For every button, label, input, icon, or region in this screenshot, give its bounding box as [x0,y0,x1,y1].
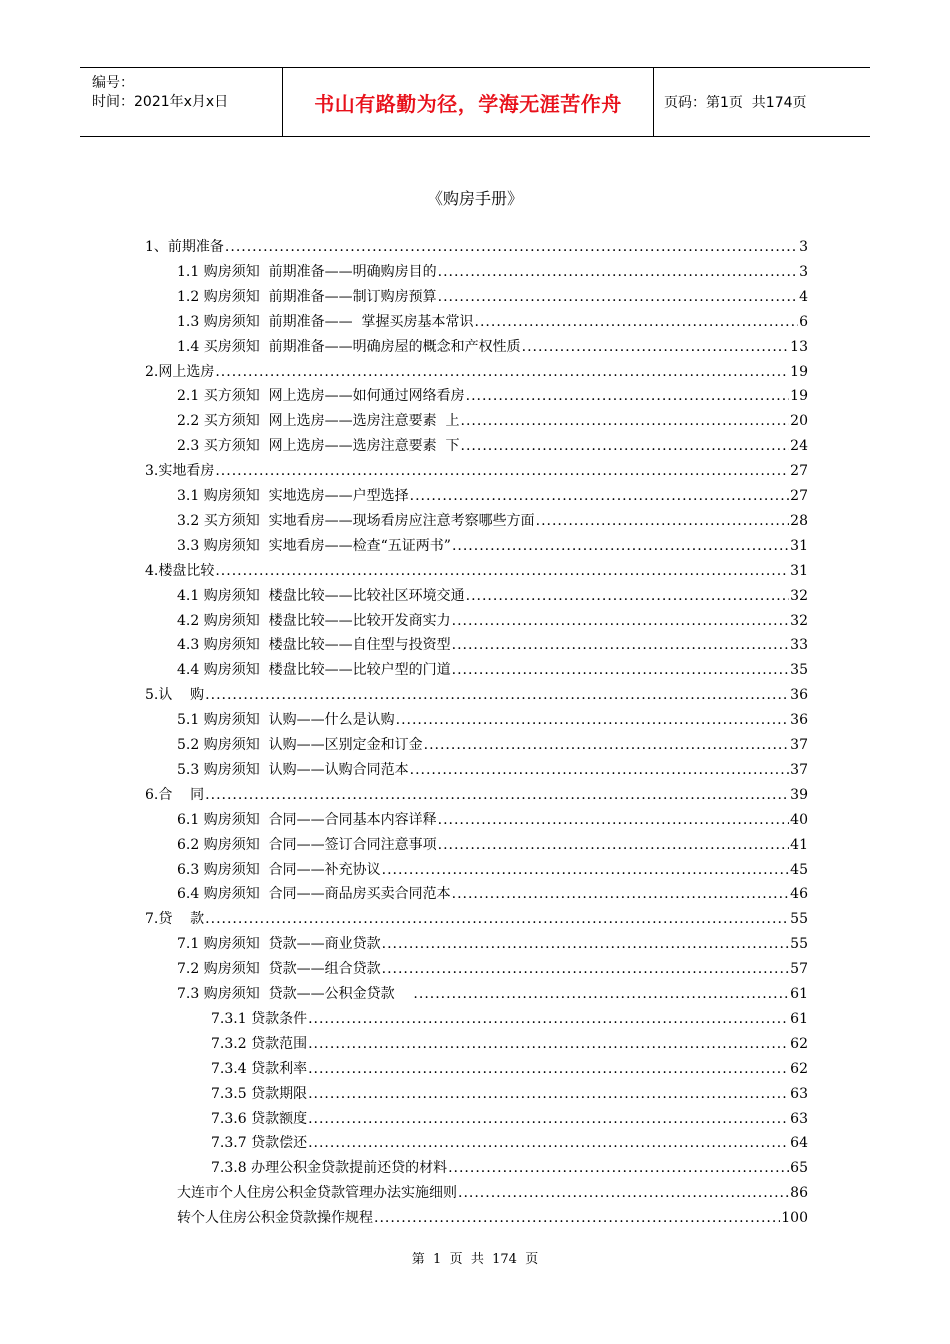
toc-entry-page: 28 [790,512,808,529]
toc-entry-label: 6.1 购房须知 合同——合同基本内容详释 [177,811,437,828]
toc-entry[interactable] [177,510,808,532]
toc-entry[interactable] [145,361,808,383]
toc-entry-label: 4.2 购房须知 楼盘比较——比较开发商实力 [177,612,451,629]
toc-leader-dots [308,1108,789,1130]
toc-entry-label: 1、前期准备 [145,239,224,255]
toc-entry[interactable] [145,684,808,706]
toc-entry-label: 6.2 购房须知 合同——签订合同注意事项 [177,836,437,853]
toc-entry[interactable] [177,435,808,457]
toc-leader-dots [438,286,798,308]
toc-entry-label: 7.3.1 贷款条件 [211,1010,308,1027]
toc-leader-dots [225,236,798,258]
toc-entry-page: 61 [790,986,808,1002]
toc-entry[interactable] [177,385,808,407]
toc-entry-page: 37 [790,737,808,753]
toc-entry-page: 62 [790,1060,808,1077]
toc-entry[interactable] [177,286,808,308]
toc-entry-label: 2.1 买方须知 网上选房——如何通过网络看房 [177,388,465,405]
toc-leader-dots [205,784,789,806]
toc-entry[interactable] [177,585,808,607]
toc-entry-label: 7.3.6 贷款额度 [211,1110,308,1127]
toc-entry[interactable] [211,1132,808,1154]
page-info: 页码：第1页 共174页 [664,95,807,111]
toc-entry[interactable] [211,1108,808,1130]
toc-leader-dots [205,684,789,706]
toc-leader-dots [308,1033,789,1055]
toc-entry[interactable] [145,908,808,930]
toc-entry-page: 20 [790,413,808,430]
toc-entry[interactable] [177,933,808,955]
toc-entry-label: 7.3.7 贷款偿还 [211,1135,308,1152]
toc-entry[interactable] [177,261,808,283]
toc-leader-dots [536,510,790,532]
toc-entry[interactable] [177,336,808,358]
toc-entry-page: 31 [790,562,808,579]
toc-leader-dots [308,1083,789,1105]
toc-leader-dots [382,859,790,881]
toc-entry-page: 86 [790,1185,808,1202]
toc-leader-dots [308,1008,789,1030]
toc-entry-label: 4.3 购房须知 楼盘比较——自住型与投资型 [177,637,451,654]
toc-entry-label: 5.认 购 [145,687,205,704]
toc-entry-page: 3 [799,239,808,255]
toc-entry-label: 4.楼盘比较 [145,562,215,579]
toc-entry-label: 7.3.8 办理公积金贷款提前还贷的材料 [211,1160,448,1177]
toc-entry[interactable] [177,883,808,905]
toc-leader-dots [466,385,790,407]
toc-leader-dots [452,535,789,557]
toc-entry-label: 7.贷 款 [145,911,205,928]
motto: 书山有路勤为径，学海无涯苦作舟 [314,91,622,116]
toc-entry[interactable] [177,859,808,881]
toc-entry-page: 31 [790,537,808,554]
toc-entry-label: 7.2 购房须知 贷款——组合贷款 [177,961,381,978]
toc-leader-dots [461,435,790,457]
toc-leader-dots [522,336,790,358]
toc-leader-dots [475,311,799,333]
toc-entry-page: 36 [790,712,808,729]
toc-entry[interactable] [211,1157,808,1179]
toc-leader-dots [452,610,790,632]
toc-entry-label: 6.合 同 [145,786,205,803]
document-title: 《购房手册》 [426,189,523,208]
toc-entry-label: 1.1 购房须知 前期准备——明确购房目的 [177,263,437,280]
toc-entry[interactable] [145,560,808,582]
toc-entry-page: 55 [790,936,808,953]
toc-entry-label: 2.2 买方须知 网上选房——选房注意要素 上 [177,413,460,430]
toc-entry-label: 5.1 购房须知 认购——什么是认购 [177,712,395,729]
toc-entry-page: 6 [799,313,808,330]
toc-entry-page: 63 [790,1110,808,1127]
toc-entry-label: 转个人住房公积金贷款操作规程 [177,1210,373,1227]
toc-entry[interactable] [177,485,808,507]
toc-entry-page: 61 [790,1010,808,1027]
toc-leader-dots [382,933,790,955]
toc-leader-dots [413,983,789,1005]
toc-entry-label: 1.2 购房须知 前期准备——制订购房预算 [177,288,437,305]
toc-entry-label: 1.4 买房须知 前期准备——明确房屋的概念和产权性质 [177,338,521,355]
toc-leader-dots [215,560,789,582]
toc-leader-dots [308,1132,789,1154]
toc-entry[interactable] [177,535,808,557]
toc-entry[interactable] [177,983,808,1005]
number-label: 编号： [92,75,134,91]
toc-entry-label: 7.3 购房须知 贷款——公积金贷款 [177,986,413,1002]
toc-entry-label: 1.3 购房须知 前期准备—— 掌握买房基本常识 [177,313,474,330]
toc-leader-dots [424,734,790,756]
toc-leader-dots [438,809,790,831]
header-meta [80,68,282,136]
toc-entry[interactable] [177,659,808,681]
toc-entry-page: 57 [790,961,808,978]
toc-leader-dots [410,759,790,781]
toc-entry-label: 3.实地看房 [145,463,215,480]
toc-entry-page: 55 [790,911,808,928]
toc-entry-page: 33 [790,637,808,654]
toc-entry[interactable] [211,1008,808,1030]
toc-entry-label: 4.4 购房须知 楼盘比较——比较户型的门道 [177,662,451,679]
toc-leader-dots [215,460,789,482]
toc-entry[interactable] [145,784,808,806]
toc-entry-page: 36 [790,687,808,704]
toc-entry-label: 3.1 购房须知 实地选房——户型选择 [177,488,409,504]
toc-entry-label: 7.3.5 贷款期限 [211,1085,308,1102]
toc-leader-dots [466,585,790,607]
toc-entry-page: 32 [790,587,808,604]
toc-leader-dots [461,410,790,432]
toc-entry[interactable] [177,809,808,831]
toc-leader-dots [205,908,789,930]
toc-entry[interactable] [177,834,808,856]
toc-entry-page: 32 [790,612,808,629]
toc-entry-page: 19 [790,363,808,380]
toc-leader-dots [438,834,790,856]
toc-entry-label: 4.1 购房须知 楼盘比较——比较社区环境交通 [177,587,465,604]
toc-entry-page: 63 [790,1085,808,1102]
toc-leader-dots [396,709,790,731]
toc-entry-page: 24 [790,438,808,455]
toc-leader-dots [308,1058,789,1080]
toc-entry[interactable] [177,1207,808,1229]
toc-entry-page: 64 [790,1135,808,1152]
toc-entry-label: 3.2 买方须知 实地看房——现场看房应注意考察哪些方面 [177,512,535,529]
toc-leader-dots [452,634,790,656]
toc-entry-page: 40 [790,811,808,828]
toc-entry-page: 13 [790,338,808,355]
toc-entry-label: 大连市个人住房公积金贷款管理办法实施细则 [177,1185,457,1202]
toc-leader-dots [215,361,789,383]
toc-entry[interactable] [177,709,808,731]
toc-entry-label: 3.3 购房须知 实地看房——检查“五证两书” [177,537,451,554]
toc-entry[interactable] [211,1033,808,1055]
toc-entry[interactable] [145,236,808,258]
toc-entry[interactable] [177,958,808,980]
toc-entry-page: 35 [790,662,808,679]
toc-entry-page: 100 [781,1210,808,1227]
toc-entry-label: 7.3.4 贷款利率 [211,1060,308,1077]
toc-entry-label: 5.2 购房须知 认购——区别定金和订金 [177,737,423,753]
toc-entry-page: 37 [790,761,808,778]
header-page-cell [654,68,870,136]
toc-entry-label: 7.1 购房须知 贷款——商业贷款 [177,936,381,953]
toc-entry-page: 19 [790,388,808,405]
footer-text: 第 1 页 共 174 页 [411,1252,539,1267]
toc-entry-page: 41 [790,836,808,853]
toc-leader-dots [382,958,790,980]
toc-entry[interactable] [211,1058,808,1080]
toc-entry[interactable] [177,1182,808,1204]
toc-leader-dots [438,261,798,283]
toc-entry[interactable] [177,759,808,781]
toc-entry-page: 39 [790,786,808,803]
toc-entry-page: 46 [790,886,808,903]
toc-entry-page: 3 [799,263,808,280]
toc-entry[interactable] [177,734,808,756]
toc-entry-label: 6.3 购房须知 合同——补充协议 [177,861,381,878]
toc-leader-dots [458,1182,789,1204]
toc-entry[interactable] [177,634,808,656]
toc-leader-dots [410,485,790,507]
toc-entry[interactable] [145,460,808,482]
header-motto-cell [282,68,654,136]
toc-leader-dots [448,1157,789,1179]
toc-entry[interactable] [177,610,808,632]
toc-leader-dots [452,883,790,905]
toc-entry[interactable] [177,311,808,333]
toc-entry-label: 2.网上选房 [145,363,215,380]
time-label: 时间：2021年x月x日 [92,94,229,110]
toc-entry-page: 45 [790,861,808,878]
toc-entry[interactable] [177,410,808,432]
page-footer [0,1248,950,1267]
toc-entry-label: 5.3 购房须知 认购——认购合同范本 [177,761,409,778]
toc-entry-label: 6.4 购房须知 合同——商品房买卖合同范本 [177,886,451,903]
toc-entry-page: 27 [790,488,808,504]
toc-entry-page: 27 [790,463,808,480]
toc-entry[interactable] [211,1083,808,1105]
toc-entry-page: 62 [790,1035,808,1052]
toc-entry-page: 65 [790,1160,808,1177]
toc-entry-page: 4 [799,288,808,305]
toc-entry-label: 2.3 买方须知 网上选房——选房注意要素 下 [177,438,460,455]
toc-entry-label: 7.3.2 贷款范围 [211,1035,308,1052]
header-table [80,67,870,137]
toc-leader-dots [374,1207,780,1229]
toc-leader-dots [452,659,790,681]
